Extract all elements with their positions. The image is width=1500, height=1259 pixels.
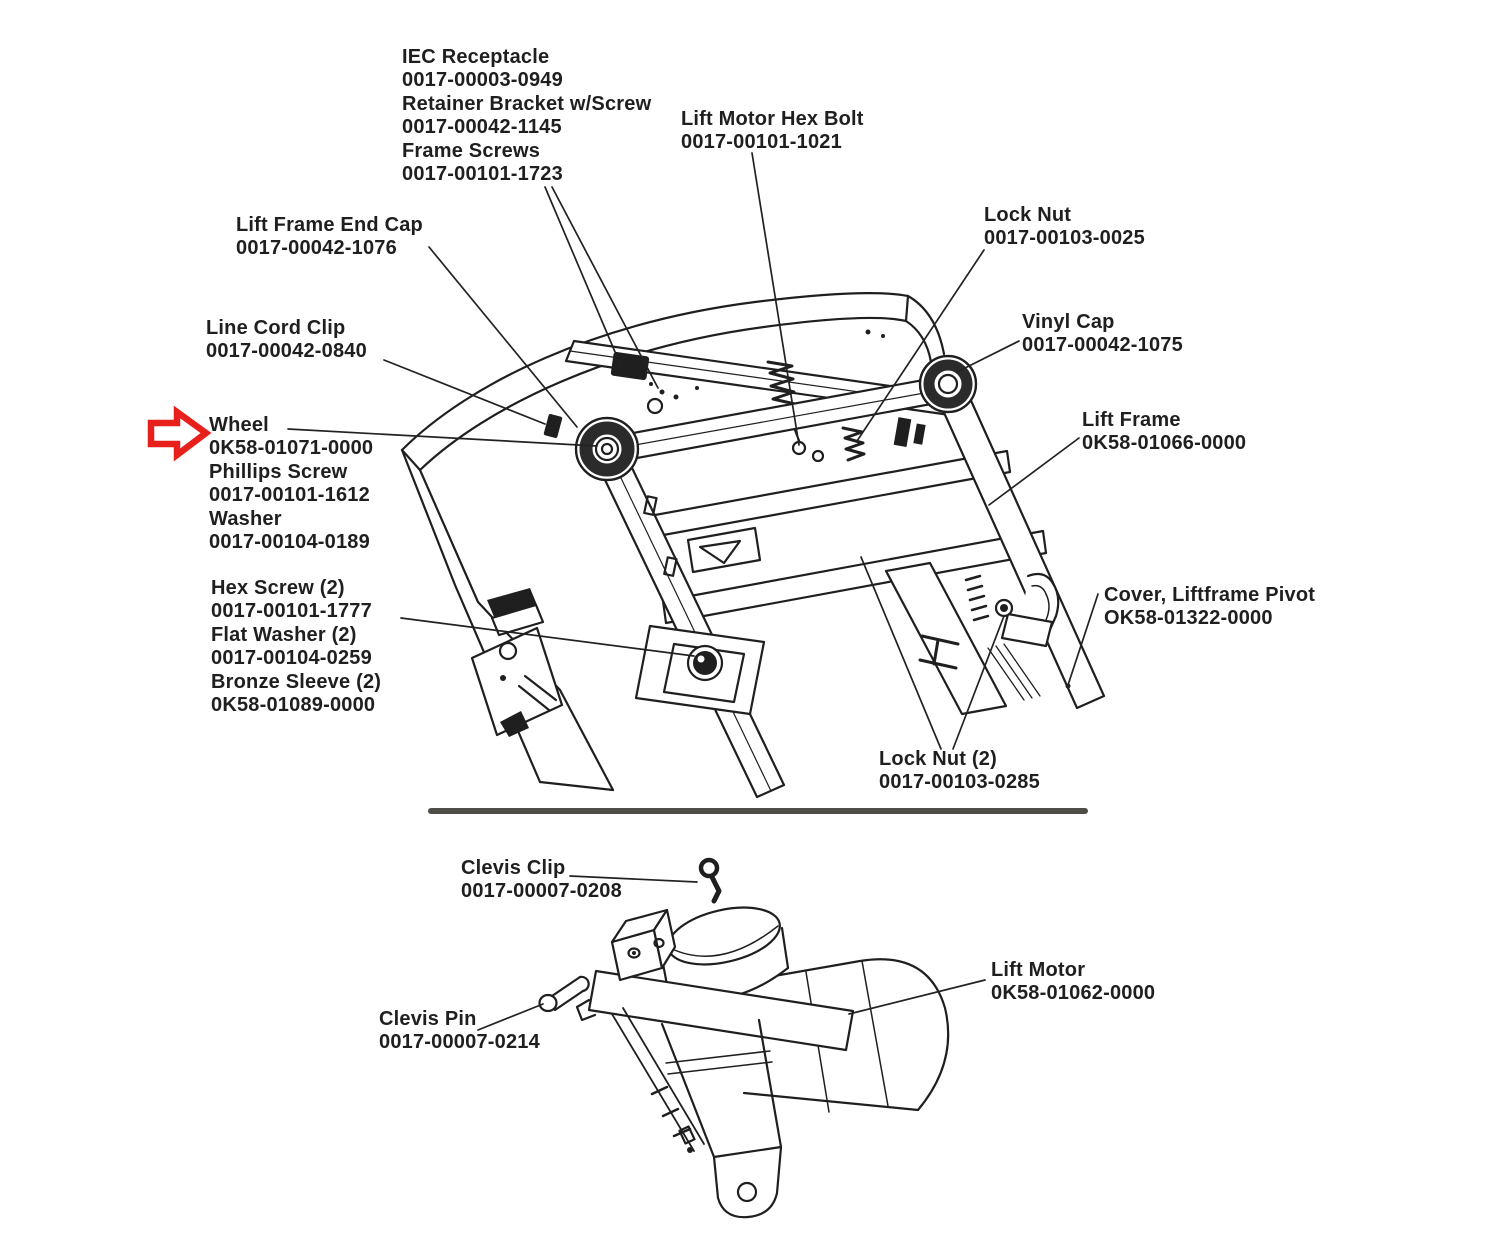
- part-name: Phillips Screw: [209, 460, 348, 483]
- part-name: Wheel: [209, 414, 269, 436]
- part-number: 0017-00104-0189: [209, 531, 370, 554]
- part-number: 0017-00042-1076: [236, 237, 397, 260]
- label-lift-motor: [991, 959, 1155, 1006]
- part-name: Cover, Liftframe Pivot: [1104, 584, 1316, 606]
- label-lock-nut: [984, 204, 1145, 251]
- leader-frame-screws-a: [545, 187, 621, 366]
- part-number: 0017-00101-1723: [402, 163, 563, 186]
- part-number: 0017-00042-1145: [402, 116, 562, 139]
- part-number: 0K58-01089-0000: [211, 694, 376, 717]
- label-cover-liftframe-pivot: [1104, 584, 1315, 631]
- part-name: Flat Washer (2): [211, 623, 357, 646]
- label-lock-nut-2: [879, 748, 1040, 795]
- part-number: 0017-00104-0259: [211, 647, 372, 670]
- part-number: 0K58-01062-0000: [991, 982, 1156, 1005]
- label-vinyl-cap: [1022, 311, 1183, 358]
- label-lift-motor-hex-bolt: [681, 108, 864, 155]
- pivot-lock-nut-center: [1000, 604, 1008, 612]
- part-name: Frame Screws: [402, 139, 541, 162]
- part-number: 0K58-01066-0000: [1082, 432, 1247, 455]
- label-clevis-clip: [461, 857, 622, 904]
- vinyl-cap-part: [920, 356, 976, 412]
- deck-right-brackets: [894, 417, 926, 447]
- deck-hole: [648, 399, 662, 413]
- part-number: 0017-00101-1612: [209, 484, 370, 507]
- line-cord-clip-part: [543, 414, 562, 439]
- part-number: 0017-00103-0025: [984, 227, 1145, 250]
- part-number: 0017-00003-0949: [402, 69, 563, 92]
- hood-right-edge-inner: [906, 321, 931, 362]
- lower-frame-band: [886, 563, 1006, 714]
- part-name: Clevis Pin: [379, 1008, 477, 1030]
- part-name: Lift Motor: [991, 959, 1086, 981]
- hex-screw-glint: [698, 656, 705, 663]
- part-name: Retainer Bracket w/Screw: [402, 92, 652, 115]
- skirt-bottom: [540, 782, 613, 790]
- leader-lines: [288, 153, 1098, 1030]
- part-name: Washer: [209, 507, 282, 530]
- part-number: 0017-00101-1777: [211, 600, 372, 623]
- wheel-highlight-arrow: [151, 412, 206, 455]
- part-number: 0017-00042-1075: [1022, 334, 1183, 357]
- clevis-end-hole: [738, 1183, 756, 1201]
- leader-vinyl-cap: [957, 341, 1019, 372]
- part-number: 0017-00007-0214: [379, 1031, 540, 1054]
- part-name: Clevis Clip: [461, 857, 566, 879]
- left-bracket-hole: [500, 643, 516, 659]
- bracket-hole-1-center: [632, 951, 636, 955]
- part-name: Line Cord Clip: [206, 317, 346, 339]
- label-iec-receptacle-group: [402, 46, 651, 186]
- label-clevis-pin: [379, 1008, 540, 1055]
- clevis-pin-part: [540, 977, 589, 1011]
- side-rod-dot: [687, 1147, 693, 1153]
- hex-screw-head: [693, 651, 717, 675]
- leader-cover-pivot-dot: [1066, 684, 1071, 689]
- section-divider: [428, 808, 1088, 814]
- left-bracket-dot: [500, 675, 506, 681]
- clevis-clip-part: [701, 860, 719, 901]
- part-number: 0017-00103-0285: [879, 771, 1040, 794]
- label-lift-frame: [1082, 409, 1246, 456]
- part-name: Lock Nut: [984, 204, 1072, 226]
- wheel-part: [576, 418, 638, 480]
- part-name: Lift Motor Hex Bolt: [681, 108, 864, 130]
- part-name: IEC Receptacle: [402, 46, 550, 68]
- label-hex-screw-group: [211, 577, 381, 717]
- part-name: Lift Frame End Cap: [236, 214, 423, 236]
- part-number: 0K58-01071-0000: [209, 437, 374, 460]
- part-number: OK58-01322-0000: [1104, 607, 1273, 630]
- part-number: 0017-00042-0840: [206, 340, 367, 363]
- lock-nut-spring: [843, 428, 864, 460]
- label-lift-frame-end-cap: [236, 214, 423, 261]
- label-wheel-group: [209, 414, 373, 554]
- part-name: Bronze Sleeve (2): [211, 670, 382, 693]
- cross-rail-1: [633, 451, 1010, 540]
- lift-frame-assembly-drawing: [402, 293, 1104, 797]
- part-number: 0017-00007-0208: [461, 880, 622, 903]
- part-number: 0017-00101-1021: [681, 131, 842, 154]
- lift-motor-drawing: [540, 860, 949, 1217]
- part-name: Vinyl Cap: [1022, 311, 1115, 333]
- part-name: Hex Screw (2): [211, 577, 345, 599]
- label-line-cord-clip: [206, 317, 367, 364]
- part-name: Lift Frame: [1082, 409, 1181, 431]
- right-leg-thread-texture: [966, 576, 988, 620]
- part-name: Lock Nut (2): [879, 748, 997, 770]
- lock-nut-part: [813, 451, 823, 461]
